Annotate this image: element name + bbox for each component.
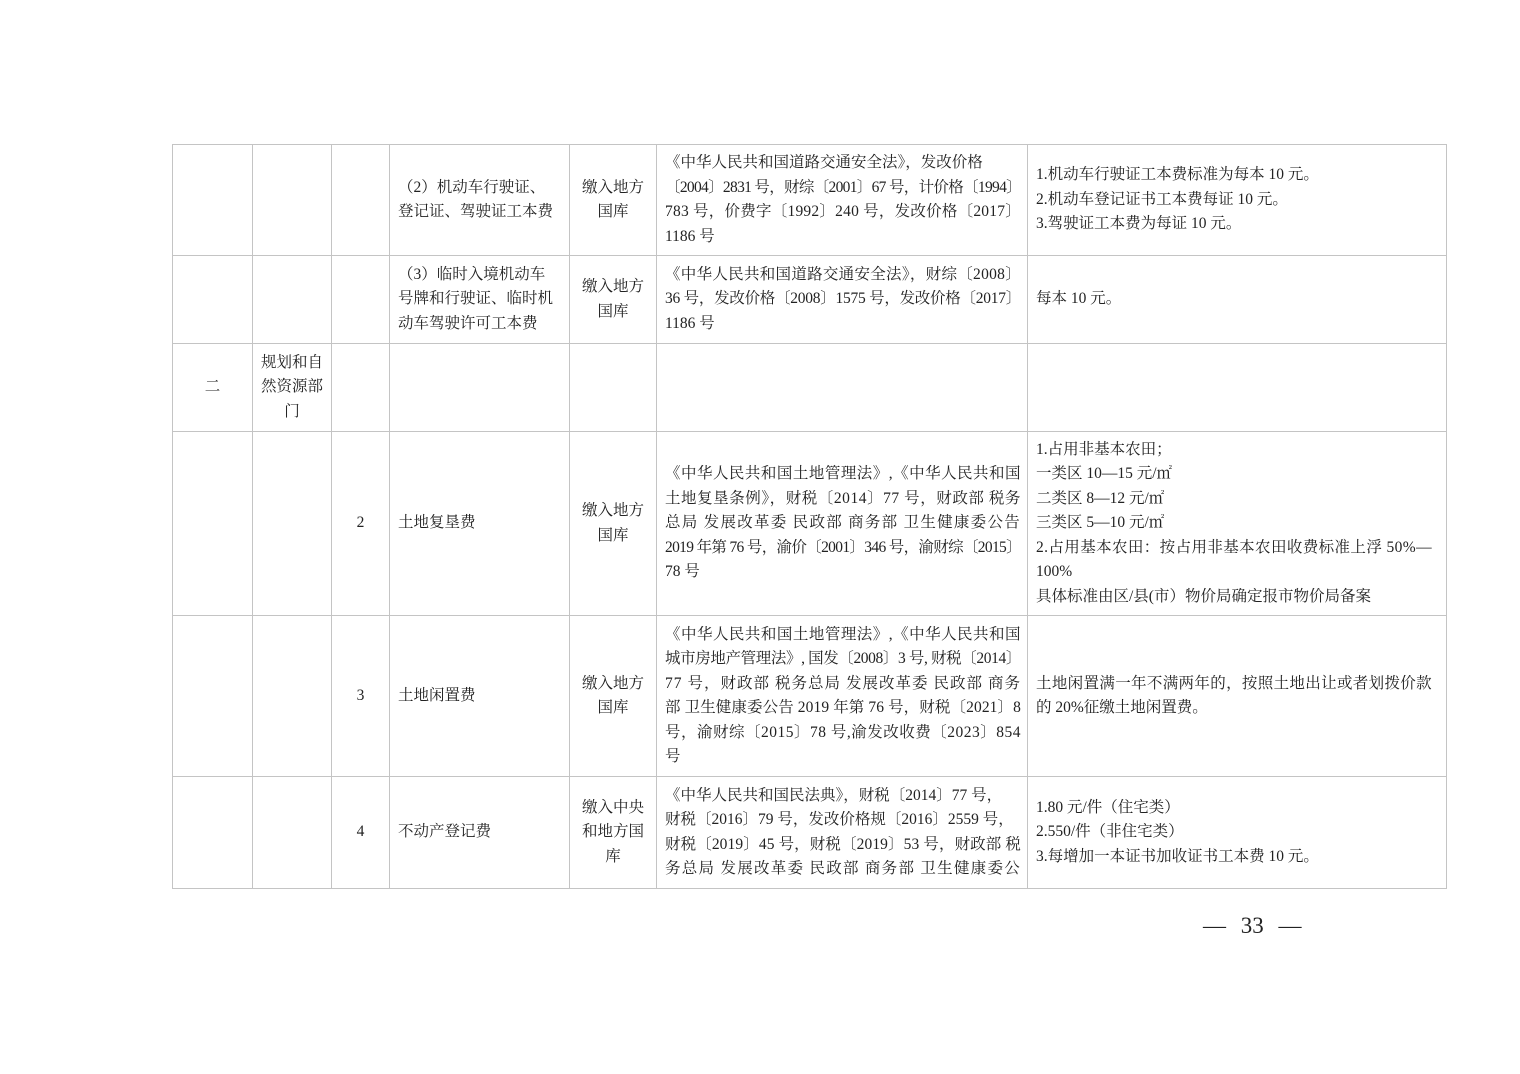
standard-line: 2.机动车登记证书工本费每证 10 元。 [1036,190,1288,208]
standard-line: 二类区 8—12 元/㎡ [1036,489,1165,507]
number-text: 2 [356,514,365,532]
basis-line: 1186 号 [665,314,715,332]
basis-line: 1186 号 [665,227,715,245]
standard-line: 一类区 10—15 元/㎡ [1036,465,1173,483]
treasury-line: 缴入地方 [581,178,644,196]
treasury-line: 国库 [597,302,629,320]
table-row [173,777,1447,889]
item-cell [390,616,570,777]
basis-line: 《中华人民共和国道路交通安全法》，财综〔2008〕 [665,265,1021,283]
department-cell [253,145,332,256]
page-number: — 33 — [1203,913,1302,938]
basis-cell [657,777,1028,889]
item-name-line: 号牌和行驶证、临时机 [398,290,554,308]
cell-content [398,263,563,337]
item-name-line: 土地闲置费 [398,686,476,704]
item-cell [390,256,570,344]
treasury-line: 缴入中央 [581,798,644,816]
cell-content [177,375,248,400]
cell-content [1036,796,1432,870]
treasury-cell [570,616,657,777]
item-name-line: （2）机动车行驶证、 [398,178,546,196]
number-cell [332,344,390,432]
number-text: 4 [356,823,365,841]
department-text: 门 [284,402,300,420]
basis-line: 总局 发展改革委 民政部 商务部 卫生健康委公告 [665,514,1021,532]
item-name-line: 登记证、驾驶证工本费 [398,203,554,220]
basis-cell [657,432,1028,616]
standard-line: 100% [1036,563,1073,581]
standard-line: 2.550/件（非住宅类） [1036,823,1184,841]
number-cell [332,145,390,256]
cell-content [336,820,385,845]
basis-line: 务总局 发展改革委 民政部 商务部 卫生健康委公 [665,860,1021,877]
standard-line: 具体标准由区/县(市）物价局确定报市物价局备案 [1036,587,1371,605]
number-cell [332,777,390,889]
cell-content [665,151,1021,249]
standard-cell [1028,777,1447,889]
table-row [173,432,1447,616]
seq-cell [173,777,253,889]
standard-cell [1028,344,1447,432]
item-cell [390,145,570,256]
cell-content [336,684,385,709]
basis-cell [657,145,1028,256]
basis-line: 部 卫生健康委公告 2019 年第 76 号，财税〔2021〕8 [665,699,1021,716]
cell-content [398,511,563,536]
basis-line: 77 号，财政部 税务总局 发展改革委 民政部 商务 [665,674,1021,692]
table-row [173,616,1447,777]
treasury-line: 国库 [597,699,629,716]
item-name-line: 动车驾驶许可工本费 [398,314,538,332]
item-name-line: 土地复垦费 [398,514,476,532]
treasury-line: 库 [605,847,621,865]
seq-cell [173,616,253,777]
treasury-cell [570,777,657,889]
treasury-line: 和地方国 [581,823,644,841]
basis-line: 〔2004〕2831 号，财综〔2001〕67 号，计价格〔1994〕 [665,178,1021,196]
treasury-line: 缴入地方 [581,502,644,519]
department-cell [253,344,332,432]
standard-cell [1028,145,1447,256]
seq-text: 二 [204,378,221,396]
basis-line: 《中华人民共和国道路交通安全法》，发改价格 [665,154,983,171]
treasury-line: 缴入地方 [581,674,644,692]
cell-content [665,263,1021,337]
standard-line: 每本 10 元。 [1036,290,1122,308]
basis-cell [657,344,1028,432]
seq-cell [173,432,253,616]
cell-content [1036,672,1432,721]
basis-line: 土地复垦条例》，财税〔2014〕77 号，财政部 税务 [665,489,1021,507]
number-cell [332,616,390,777]
seq-cell [173,256,253,344]
cell-content [336,511,385,536]
standard-line: 1.机动车行驶证工本费标准为每本 10 元。 [1036,166,1319,184]
item-name-line: 不动产登记费 [398,823,492,841]
number-cell [332,432,390,616]
seq-cell [173,145,253,256]
cell-content [574,176,652,225]
standard-line: 三类区 5—10 元/㎡ [1036,514,1165,532]
standard-line: 3.驾驶证工本费为每证 10 元。 [1036,215,1242,233]
basis-line: 财税〔2019〕45 号，财税〔2019〕53 号，财政部 税 [665,835,1021,853]
cell-content [398,820,563,845]
treasury-cell [570,145,657,256]
standard-line: 土地闲置满一年不满两年的，按照土地出让或者划拨价款 [1036,674,1432,692]
standard-line: 的 20%征缴土地闲置费。 [1036,699,1208,716]
basis-line: 783 号，价费字〔1992〕240 号，发改价格〔2017〕 [665,203,1021,220]
cell-content [1036,163,1432,237]
department-cell [253,777,332,889]
basis-line: 36 号，发改价格〔2008〕1575 号，发改价格〔2017〕 [665,290,1021,308]
basis-line: 2019 年第 76 号，渝价〔2001〕346 号，渝财综〔2015〕 [665,538,1021,556]
number-text: 3 [356,686,365,704]
department-cell [253,256,332,344]
basis-line: 《中华人民共和国土地管理法》,《中华人民共和国 [665,625,1021,643]
standard-line: 3.每增加一本证书加收证书工本费 10 元。 [1036,847,1319,865]
department-cell [253,432,332,616]
seq-cell [173,344,253,432]
table-row [173,145,1447,256]
basis-line: 财税〔2016〕79 号，发改价格规〔2016〕2559 号， [665,811,1014,828]
cell-content [398,176,563,225]
item-name-line: （3）临时入境机动车 [398,265,546,283]
cell-content [574,796,652,870]
basis-line: 号 [665,748,681,765]
fee-table [172,144,1447,889]
department-text: 规划和自 [260,353,323,371]
basis-line: 《中华人民共和国民法典》，财税〔2014〕77 号， [665,786,1003,804]
basis-line: 城市房地产管理法》, 国发〔2008〕3 号, 财税〔2014〕 [665,650,1021,667]
standard-cell [1028,432,1447,616]
basis-cell [657,256,1028,344]
treasury-cell [570,256,657,344]
cell-content [1036,287,1432,312]
cell-content [665,623,1021,770]
item-cell [390,777,570,889]
item-cell [390,344,570,432]
treasury-cell [570,432,657,616]
basis-line: 《中华人民共和国土地管理法》,《中华人民共和国 [665,465,1021,483]
cell-content [1036,438,1432,610]
cell-content [574,275,652,324]
cell-content [665,784,1021,882]
standard-cell [1028,616,1447,777]
cell-content [398,684,563,709]
table-row [173,256,1447,344]
cell-content [257,351,327,425]
cell-content [665,462,1021,585]
item-cell [390,432,570,616]
department-cell [253,616,332,777]
treasury-cell [570,344,657,432]
number-cell [332,256,390,344]
standard-line: 1.80 元/件（住宅类） [1036,798,1180,816]
department-text: 然资源部 [260,378,323,396]
standard-line: 1.占用非基本农田； [1036,440,1172,458]
basis-line: 78 号 [665,563,700,581]
cell-content [574,672,652,721]
standard-cell [1028,256,1447,344]
treasury-line: 国库 [597,526,629,544]
standard-line: 2.占用基本农田：按占用非基本农田收费标准上浮 50%— [1036,538,1432,556]
table-row [173,344,1447,432]
basis-cell [657,616,1028,777]
treasury-line: 缴入地方 [581,278,644,295]
treasury-line: 国库 [597,203,629,220]
basis-line: 号，渝财综〔2015〕78 号,渝发改收费〔2023〕854 [665,723,1021,741]
cell-content [574,499,652,548]
